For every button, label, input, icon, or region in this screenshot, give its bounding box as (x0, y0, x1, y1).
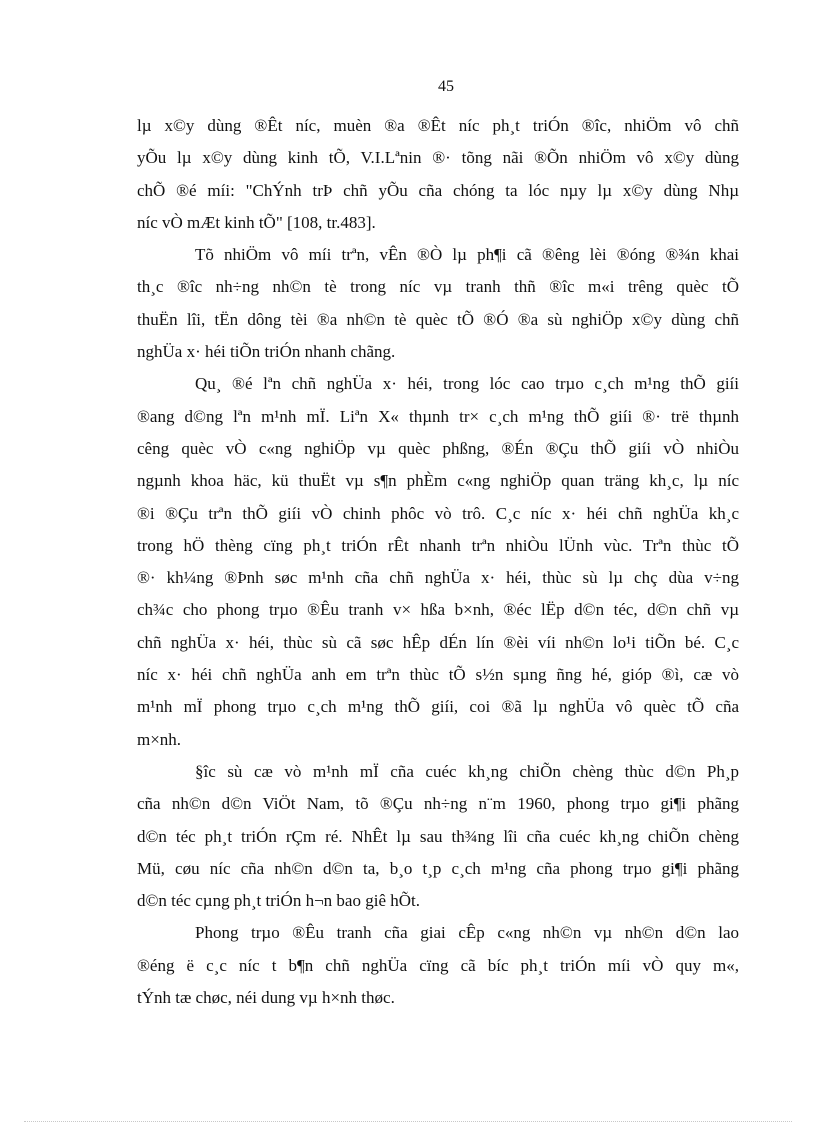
text-line: ®éng ë c¸c níc t b¶n chñ nghÜa cïng cã bíc ph¸t triÓn míi vÒ quy m«, (137, 955, 739, 975)
page-bottom-border (24, 1121, 792, 1122)
text-line: Phong trµo ®Êu tranh cña giai cÊp c«ng nh©n vµ nh©n d©n lao (195, 923, 739, 943)
text-line: ®· kh¼ng ®Þnh søc m¹nh cña chñ nghÜa x· héi, thùc sù lµ chç dùa v÷ng (137, 568, 739, 588)
text-line: chÕ ®é míi: "ChÝnh trÞ chñ yÕu cña chóng ta lóc nµy lµ x©y dùng Nhµ (137, 180, 739, 200)
text-line: §îc sù cæ vò m¹nh mÏ cña cuéc kh¸ng chiÕn chèng thùc d©n Ph¸p (195, 761, 739, 781)
page-number: 45 (438, 78, 454, 95)
text-line: tÝnh tæ chøc, néi dung vµ h×nh thøc. (137, 988, 395, 1008)
text-line: nghÜa x· héi tiÕn triÓn nhanh chãng. (137, 342, 396, 362)
body-text (137, 110, 739, 1014)
text-line: th¸c ®îc nh÷ng nh©n tè trong níc vµ tranh thñ ®îc m«i trêng quèc tÕ (137, 277, 739, 297)
text-line: lµ x©y dùng ®Êt níc, muèn ®a ®Êt níc ph¸t triÓn ®îc, nhiÖm vô chñ (137, 116, 739, 135)
text-line: Qu¸ ®é lªn chñ nghÜa x· héi, trong lóc cao trµo c¸ch m¹ng thÕ giíi (195, 374, 739, 394)
text-line: d©n téc ph¸t triÓn rÇm ré. NhÊt lµ sau th¾ng lîi cña cuéc kh¸ng chiÕn chèng (137, 826, 739, 846)
text-line: níc x· héi chñ nghÜa anh em trªn thùc tÕ s½n sµng ñng hé, gióp ®ì, cæ vò (137, 665, 739, 685)
text-line: ch¾c cho phong trµo ®Êu tranh v× hßa b×nh, ®éc lËp d©n téc, d©n chñ vµ (137, 600, 739, 620)
text-line: yÕu lµ x©y dùng kinh tÕ, V.I.Lªnin ®· tõng nãi ®Õn nhiÖm vô x©y dùng (137, 148, 739, 168)
text-line: ®i ®Çu trªn thÕ giíi vÒ chinh phôc vò trô. C¸c níc x· héi chñ nghÜa kh¸c (137, 503, 739, 523)
text-line: m×nh. (137, 729, 182, 749)
text-line: d©n téc cµng ph¸t triÓn h¬n bao giê hÕt. (137, 891, 420, 911)
text-line: thuËn lîi, tËn dông tèi ®a nh©n tè quèc tÕ ®Ó ®a sù nghiÖp x©y dùng chñ (137, 309, 739, 329)
text-line: m¹nh mÏ phong trµo c¸ch m¹ng thÕ giíi, coi ®ã lµ nghÜa vô quèc tÕ cña (137, 697, 739, 717)
text-line: Tõ nhiÖm vô míi trªn, vÊn ®Ò lµ ph¶i cã ®êng lèi ®óng ®¾n khai (195, 245, 739, 265)
text-line: chñ nghÜa x· héi, thùc sù cã søc hÊp dÉn lín ®èi víi nh©n lo¹i tiÕn bé. C¸c (137, 632, 739, 652)
text-line: cêng quèc vÒ c«ng nghiÖp vµ quèc phßng, ®Én ®Çu thÕ giíi vÒ nhiÒu (137, 438, 739, 458)
text-line: cña nh©n d©n ViÖt Nam, tõ ®Çu nh÷ng n¨m 1960, phong trµo gi¶i phãng (137, 794, 739, 814)
text-line: níc vÒ mÆt kinh tÕ" [108, tr.483]. (137, 212, 376, 232)
text-line: ngµnh khoa häc, kü thuËt vµ s¶n phÈm c«ng nghiÖp quan träng kh¸c, lµ níc (137, 471, 739, 491)
text-line: ®ang d©ng lªn m¹nh mÏ. Liªn X« thµnh tr× c¸ch m¹ng thÕ giíi ®· trë thµnh (137, 406, 739, 426)
text-line: Mü, cøu níc cña nh©n d©n ta, b¸o t¸p c¸ch m¹ng cña phong trµo gi¶i phãng (137, 858, 739, 878)
text-line: trong hÖ thèng cïng ph¸t triÓn rÊt nhanh trªn nhiÒu lÜnh vùc. Trªn thùc tÕ (137, 535, 739, 555)
